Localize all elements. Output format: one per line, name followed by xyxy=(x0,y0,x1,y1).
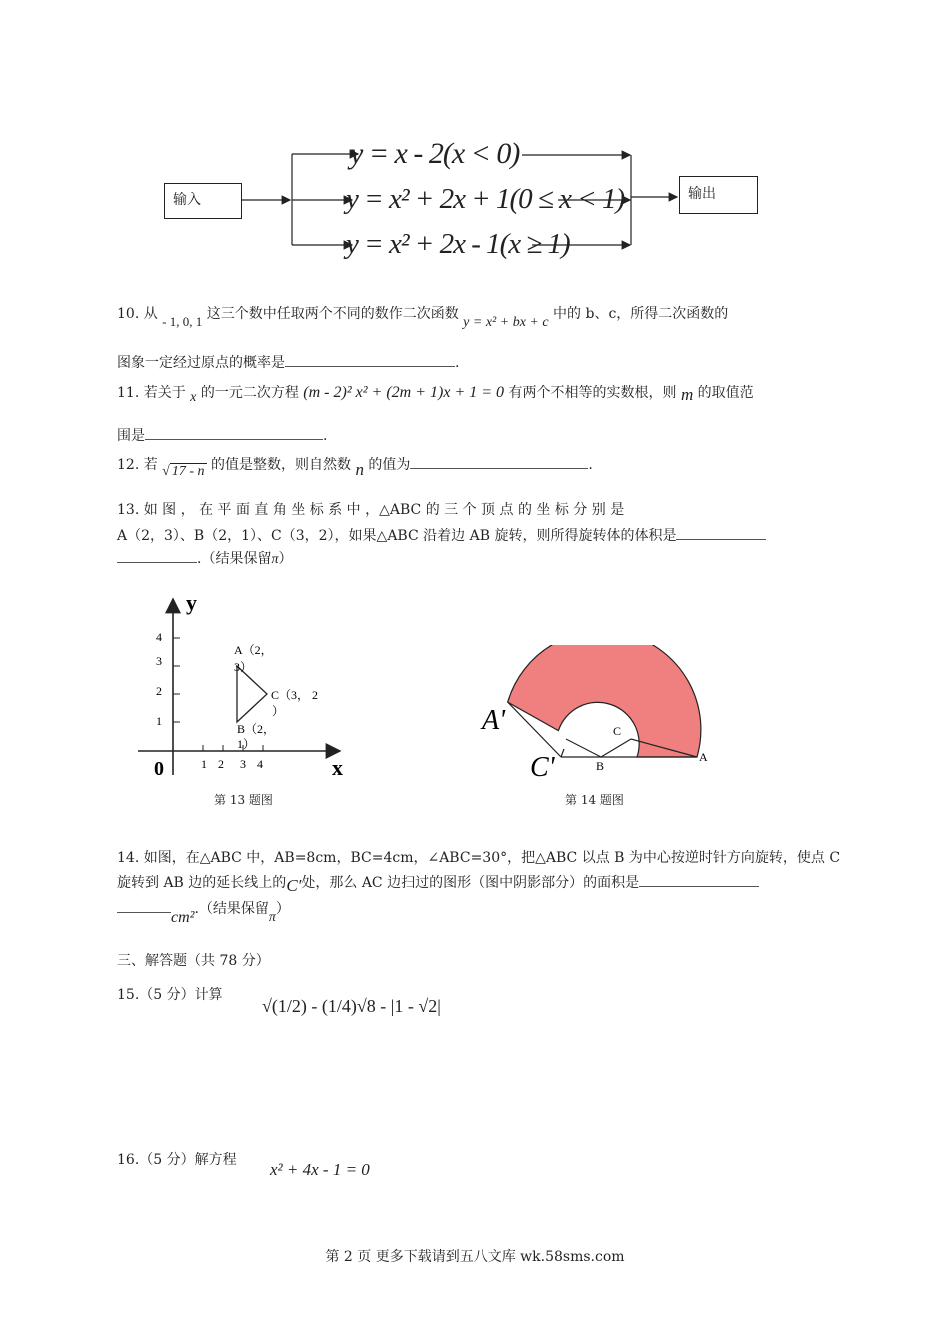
q11-text-d: 的取值范 xyxy=(697,385,754,401)
q11-var-m: m xyxy=(680,385,694,404)
q16-equation: x² + 4x - 1 = 0 xyxy=(270,1160,370,1179)
q10-end: . xyxy=(455,355,460,371)
q11-text-a: 若关于 xyxy=(143,385,186,401)
y-tick-2: 2 xyxy=(156,684,162,698)
x-tick-1: 1 xyxy=(201,757,207,771)
q10-set: - 1, 0, 1 xyxy=(162,314,203,329)
q11-number: 11. xyxy=(117,385,140,401)
label-c-prime: C' xyxy=(530,752,555,783)
q10-number: 10. xyxy=(117,306,140,322)
q12-number: 12. xyxy=(117,457,140,473)
q11-text-c: 有两个不相等的实数根，则 xyxy=(508,385,677,401)
q14-line2-b: 处，那么 AC 边扫过的图形（图中阴影部分）的面积是 xyxy=(301,875,640,891)
q13-line2 xyxy=(117,525,766,546)
label-c: C xyxy=(613,724,622,738)
q13-pi: π xyxy=(271,552,279,567)
point-c-label-1: C（3， 2 xyxy=(271,688,319,702)
input-label: 输入 xyxy=(173,192,201,208)
q12-end: . xyxy=(588,457,593,473)
q13-line3 xyxy=(117,548,292,570)
y-tick-3: 3 xyxy=(156,654,162,668)
q13-line3-end: .（结果保留 xyxy=(197,551,272,567)
q11-line2-text: 围是 xyxy=(117,428,145,444)
point-b-label-1: B（2， xyxy=(237,722,276,736)
q11-line2 xyxy=(117,425,327,446)
q10-answer-blank[interactable] xyxy=(285,352,455,367)
q12-text-a: 若 xyxy=(143,457,158,473)
q10-text-a: 从 xyxy=(143,306,158,322)
q15-label: 15.（5 分）计算 xyxy=(117,987,223,1003)
q10-line1 xyxy=(117,304,729,330)
q14-close: ） xyxy=(275,901,290,917)
label-b: B xyxy=(596,759,605,773)
q12-var-n: n xyxy=(355,460,364,479)
q12-line xyxy=(117,454,593,479)
axis-x-label: x xyxy=(332,755,343,780)
branch2-formula: y = x² + 2x + 1(0 ≤ x < 1) xyxy=(346,183,625,215)
q14-pi: π xyxy=(268,910,276,925)
q13-line2-text: A（2，3）、B（2，1）、C（3，2），如果△ABC 沿着边 AB 旋转，则所得旋转体的体积是 xyxy=(117,528,677,544)
q12-radicand: 17 - n xyxy=(171,464,205,479)
q11-line1 xyxy=(117,382,754,404)
segment-b-c xyxy=(601,739,631,757)
q14-unit: cm² xyxy=(171,909,195,926)
q14-answer-blank-2[interactable] xyxy=(117,898,171,913)
q11-equation: (m - 2)² x² + (2m + 1)x + 1 = 0 xyxy=(303,384,505,401)
y-tick-marks xyxy=(173,638,180,722)
shaded-annular-sector xyxy=(508,645,701,757)
q11-end: . xyxy=(323,428,328,444)
label-a: A xyxy=(699,750,708,764)
y-tick-1: 1 xyxy=(156,714,162,728)
figure13-coordinate-plane xyxy=(130,585,370,785)
output-label: 输出 xyxy=(688,186,716,202)
q14-line3-end: .（结果保留 xyxy=(194,901,269,917)
point-b-label-2: 1） xyxy=(237,737,256,751)
axis-y-label: y xyxy=(186,590,197,615)
q11-answer-blank[interactable] xyxy=(145,425,323,440)
y-tick-4: 4 xyxy=(156,630,162,644)
q13-close: ） xyxy=(278,551,293,567)
segment-c-prime-small xyxy=(561,749,564,757)
point-c-label-2: ） xyxy=(272,704,285,718)
q12-answer-blank[interactable] xyxy=(410,454,588,469)
q12-text-c: 的值为 xyxy=(368,457,411,473)
triangle-abc xyxy=(237,666,267,722)
point-a-label-2: 3） xyxy=(234,660,253,674)
q15-expression xyxy=(262,984,441,1018)
q10-text-c: 中的 b、c，所得二次函数的 xyxy=(553,306,729,322)
q11-text-b: 的一元二次方程 xyxy=(200,385,299,401)
figure14-rotation-diagram xyxy=(470,645,730,785)
q14-line2-a: 旋转到 AB 边的延长线上的 xyxy=(117,875,287,891)
section3-heading: 三、解答题（共 78 分） xyxy=(117,953,270,969)
branch1-formula: y = x - 2(x < 0) xyxy=(350,137,520,170)
figure13-caption: 第 13 题图 xyxy=(214,793,273,807)
q13-answer-blank-1[interactable] xyxy=(676,525,766,540)
x-tick-4: 4 xyxy=(257,757,263,771)
q14-line3 xyxy=(117,898,290,926)
origin-label: 0 xyxy=(154,758,164,780)
q10-text-b: 这三个数中任取两个不同的数作二次函数 xyxy=(206,306,459,322)
branch3-formula: y = x² + 2x - 1(x ≥ 1) xyxy=(346,228,570,260)
page-footer: 第 2 页 更多下载请到五八文库 wk.58sms.com xyxy=(325,1249,625,1265)
q11-var-x: x xyxy=(190,390,197,405)
x-tick-3: 3 xyxy=(240,757,246,771)
q14-line1: 14. 如图，在△ABC 中，AB=8cm，BC=4cm，∠ABC=30°，把△ABC 以点 B 为中心按逆时针方向旋转，使点 C xyxy=(117,850,841,866)
q16-label: 16.（5 分）解方程 xyxy=(117,1152,237,1168)
q13-line1: 13. 如 图 ， 在 平 面 直 角 坐 标 系 中 ，△ABC 的 三 个 顶 点 的 坐 标 分 别 是 xyxy=(117,502,625,518)
figure14-caption: 第 14 题图 xyxy=(565,793,624,807)
point-a-label-1: A（2， xyxy=(234,643,273,657)
q12-radical: √ 17 - n xyxy=(162,464,205,479)
q12-text-b: 的值是整数，则自然数 xyxy=(210,457,351,473)
q10-formula: y = x² + bx + c xyxy=(463,315,549,330)
q13-answer-blank-2[interactable] xyxy=(117,548,197,563)
q14-c-prime: C′ xyxy=(286,876,302,895)
x-tick-2: 2 xyxy=(218,757,224,771)
segment-b-c-inner xyxy=(566,739,601,757)
q14-answer-blank-1[interactable] xyxy=(639,872,759,887)
label-a-prime: A' xyxy=(482,705,506,736)
q15-expression-text: √(1/2) - (1/4)√8 - |1 - √2| xyxy=(262,996,441,1016)
q14-line2 xyxy=(117,872,759,893)
q10-line2 xyxy=(117,352,459,373)
q10-line2-text: 图象一定经过原点的概率是 xyxy=(117,355,285,371)
